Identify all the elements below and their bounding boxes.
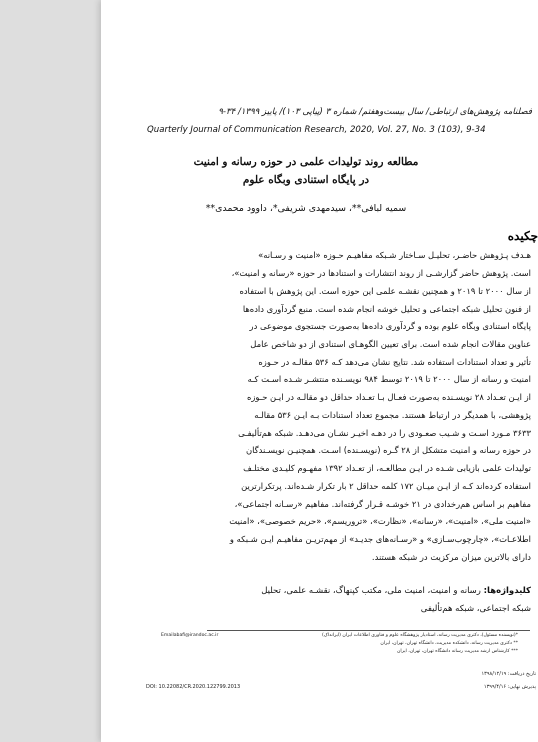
- abstract-line: در حوزه رسانه و امنیت متشکل از ۲۸ گـره (نویسـنده) اسـت. همچنیـن نویسـندگان: [245, 445, 531, 455]
- footnote-line: ** دکتری مدیریت رسانه، دانشکده مدیریت، دانشگاه تهران، تهران، ایران: [380, 641, 518, 646]
- corresponding-email: Emailabafi@irandoc.ac.ir: [161, 633, 219, 638]
- keywords-line: شبکه اجتماعی، شبکه هم‌تألیفی: [420, 604, 531, 614]
- abstract-line: امنیت و رسانه از سال ۲۰۰۰ تا ۲۰۱۹ توسط ۹۸۴ نویسـنده منتشـر شـده اسـت کـه: [247, 374, 531, 384]
- abstract-line: «امنیت ملی»، «امنیت»، «رسانه»، «نظارت»، «تروریسم»، «حریم خصوصی»، «امنیت: [229, 516, 531, 526]
- received-date: تاریخ دریافت: ۱۳۹۸/۱۲/۱۹: [481, 671, 536, 677]
- abstract-line: از فنون تحلیل شبکه اجتماعی و تحلیل خوشه انجام شده است. منبع گردآوری داده‌ها: [242, 304, 531, 314]
- abstract-line: مفاهیم بر اساس هم‌رخدادی در ۲۱ خوشـه قـرار گرفته‌اند. مفاهیم «رسـانه اجتماعی»،: [234, 499, 531, 509]
- abstract-line: دارای بالاترین میزان مرکزیت در شبکه هستند.: [371, 552, 531, 562]
- abstract-line: تولیدات علمی بازیابی شـده در ایـن مطالعـه، از تعـداد ۱۳۹۲ مفهـوم کلیـدی مختلـف: [243, 463, 531, 473]
- accepted-date: پذیرش نهایی: ۱۳۹۹/۴/۱۶: [483, 684, 536, 690]
- author-list: سمیه لبافی**، سیدمهدی شریفی*، داوود محمدی**: [205, 203, 407, 214]
- footnote-line: *(نویسنده مسئول)، دکتری مدیریت رسانه، استادیار پژوهشگاه علوم و فناوری اطلاعات ایران (ایرانداک): [321, 633, 518, 638]
- footnote-divider: [207, 630, 530, 631]
- doi: DOI: 10.22082/CR.2020.122799.2013: [146, 684, 241, 690]
- document-page: [101, 0, 538, 742]
- paper-title-line: مطالعه روند تولیدات علمی در حوزه رسانه و امنیت: [193, 156, 419, 168]
- abstract-line: تأثیر و تعداد استنادات استفاده شد. نتایج نشان می‌دهد کـه ۵۳۶ مقالـه در حـوزه: [258, 357, 531, 367]
- abstract-heading: چکیده: [507, 229, 538, 243]
- abstract-line: پژوهشی، با همدیگر در ارتباط هستند. مجموع تعداد استنادات بـه ایـن ۵۳۶ مقالـه: [254, 410, 531, 420]
- journal-header-fa: فصلنامه پژوهش‌های ارتباطی/ سال بیست‌وهفتم/ شماره ۳ (پیاپی ۱۰۳)/ پاییز ۱۳۹۹/ ۳۴-۹: [218, 107, 532, 117]
- abstract-line: است. پژوهش حاضر گزارشـی از روند انتشارات و استنادها در حوزه «رسانه و امنیت»،: [231, 268, 531, 278]
- keywords-line: [141, 583, 531, 599]
- keywords-list: رسانه و امنیت، امنیت ملی، مکتب کپنهاگ، نقشـه علمی، تحلیل: [261, 586, 481, 596]
- abstract-line: از ایـن تعـداد ۲۸ نویسـنده به‌صورت فعـال بـا تعـداد حداقل دو مقالـه در ایـن حـوزه: [246, 392, 531, 402]
- abstract-line: استفاده کرده‌اند کـه از ایـن میـان ۱۷۲ کلمه حداقل ۲ بار تکرار شـده‌اند. پرتکرارترین: [241, 481, 531, 491]
- journal-header-en: Quarterly Journal of Communication Research, 2020, Vol. 27, No. 3 (103), 9-34: [147, 125, 486, 135]
- abstract-line: اطلاعـات»، «چارچوب‌سـازی» و «رسـانه‌های جدیـد» از مهم‌تریـن مفاهیـم ایـن شـبکه و: [229, 534, 531, 544]
- footnote-line: *** کارشناس ارشد مدیریت رسانه دانشگاه تهران، تهران، ایران: [397, 649, 518, 654]
- paper-title-line: در پایگاه استنادی وبگاه علوم: [242, 174, 370, 186]
- abstract-line: هـدف پـژوهش حاضـر، تحلیـل سـاختار شـبکه مفاهیـم حـوزه «امنیت و رسـانه»: [258, 250, 531, 260]
- abstract-line: پایگاه استنادی وبگاه علوم بوده و گردآوری داده‌ها به‌صورت جستجوی موضوعی در: [249, 321, 531, 331]
- abstract-line: ۳۶۳۳ مـورد اسـت و شـیب صعـودی را در دهـه اخیـر نشـان می‌دهـد. شبکه هم‌تألیفـی: [238, 428, 531, 438]
- abstract-line: عناوین مقالات انجام شده است. برای تعیین الگوهـای استنادی از دو شاخص عامل: [250, 339, 531, 349]
- keywords-label: کلیدواژه‌ها:: [483, 586, 531, 596]
- abstract-line: از سال ۲۰۰۰ تا ۲۰۱۹ و همچنین نقشـه علمی این حوزه است. این پژوهش با استفاده: [239, 286, 531, 296]
